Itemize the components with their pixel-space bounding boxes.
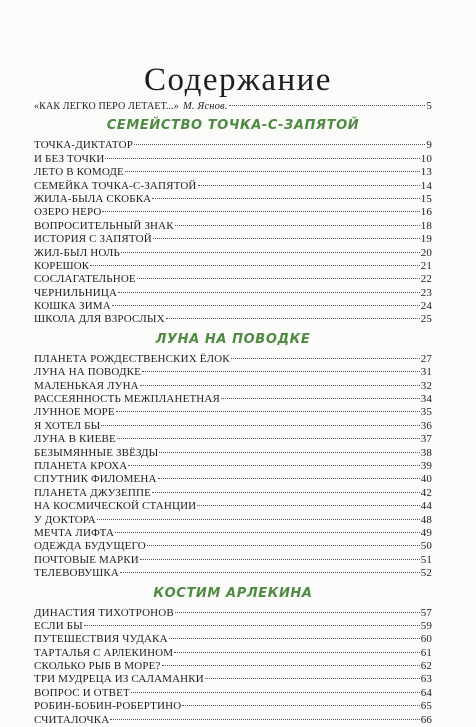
toc-entry[interactable] (34, 554, 432, 567)
page-number: 13 (420, 166, 432, 179)
leader-dots (229, 105, 426, 106)
leader-dots (152, 492, 420, 493)
toc-entry[interactable] (34, 633, 432, 646)
leader-dots (152, 198, 419, 199)
toc-entry[interactable] (34, 500, 432, 513)
toc-entry[interactable] (34, 366, 432, 379)
page-number: 50 (420, 540, 432, 553)
page-number: 61 (420, 646, 432, 659)
page-number: 31 (420, 366, 432, 379)
toc-entry[interactable] (34, 353, 432, 366)
page-number: 21 (420, 259, 432, 272)
page-number: 66 (420, 713, 432, 726)
section-heading: КОСТИМ АРЛЕКИНА (153, 585, 313, 601)
leader-dots (198, 185, 420, 186)
entry-title: ЛЕТО В КОМОДЕ (34, 166, 124, 179)
page-title: Содержание (144, 62, 332, 99)
toc-entry[interactable] (34, 139, 432, 152)
entry-title: СЧИТАЛОЧКА (34, 713, 110, 726)
entry-title: СПУТНИК ФИЛОМЕНА (34, 473, 157, 486)
toc-entry[interactable] (34, 287, 432, 300)
entry-title: НА КОСМИЧЕСКОЙ СТАНЦИИ (34, 500, 197, 513)
leader-dots (205, 678, 420, 679)
page-number: 22 (420, 273, 432, 286)
entry-title: МЕЧТА ЛИФТА (34, 526, 115, 539)
page-number: 19 (420, 233, 432, 246)
page-number: 18 (420, 219, 432, 232)
leader-dots (159, 452, 419, 453)
leader-dots (125, 171, 420, 172)
page-number: 39 (420, 459, 432, 472)
leader-dots (147, 545, 420, 546)
leader-dots (175, 225, 420, 226)
toc-entry[interactable] (34, 527, 432, 540)
toc-entry[interactable] (34, 380, 432, 393)
section-heading: ЛУНА НА ПОВОДКЕ (155, 331, 311, 347)
toc-entry[interactable] (34, 673, 432, 686)
toc-entry[interactable] (34, 473, 432, 486)
leader-dots (97, 519, 420, 520)
page-number: 35 (420, 406, 432, 419)
page-number: 48 (420, 513, 432, 526)
leader-dots (134, 144, 425, 145)
leader-dots (158, 478, 420, 479)
leader-dots (117, 438, 420, 439)
page-number: 36 (420, 419, 432, 432)
page-number: 38 (420, 446, 432, 459)
page-number: 14 (420, 179, 432, 192)
intro-author: М. Яснов. (182, 101, 228, 112)
page-number: 34 (420, 393, 432, 406)
entry-title: ПУТЕШЕСТВИЯ ЧУДАКА (34, 633, 168, 646)
toc-entry[interactable] (34, 300, 432, 313)
toc-entry[interactable] (34, 193, 432, 206)
leader-dots (120, 572, 420, 573)
entry-title: ЖИЛ-БЫЛ НОЛЬ (34, 246, 120, 259)
entry-title: Я ХОТЕЛ БЫ (34, 419, 101, 432)
entry-title: РОБИН-БОБИН-РОБЕРТИНО (34, 700, 182, 713)
toc-entry[interactable] (34, 180, 432, 193)
leader-dots (110, 719, 419, 720)
toc-entry[interactable] (34, 687, 432, 700)
leader-dots (112, 305, 420, 306)
page-number: 32 (420, 379, 432, 392)
toc-entry[interactable] (34, 260, 432, 273)
page-number: 52 (420, 567, 432, 580)
page-number: 37 (420, 433, 432, 446)
page-number: 49 (420, 526, 432, 539)
page-number: 23 (420, 286, 432, 299)
leader-dots (140, 385, 420, 386)
leader-dots (231, 358, 420, 359)
toc-entry[interactable] (34, 247, 432, 260)
leader-dots (128, 465, 419, 466)
toc-entry[interactable] (34, 607, 432, 620)
entry-title: И БЕЗ ТОЧКИ (34, 152, 105, 165)
page-number: 59 (420, 619, 432, 632)
entry-title: СОСЛАГАТЕЛЬНОЕ (34, 273, 136, 286)
entry-title: ЛУННОЕ МОРЕ (34, 406, 115, 419)
leader-dots (182, 705, 419, 706)
leader-dots (174, 652, 419, 653)
toc-entry[interactable] (34, 406, 432, 419)
toc-entry[interactable] (34, 487, 432, 500)
entry-title: ТРИ МУДРЕЦА ИЗ САЛАМАНКИ (34, 673, 204, 686)
entry-title: КОРЕШОК (34, 259, 90, 272)
table-of-contents (34, 100, 432, 727)
entry-title: ОДЕЖДА БУДУЩЕГО (34, 540, 146, 553)
page-number: 44 (420, 500, 432, 513)
leader-dots (142, 371, 420, 372)
sections-container (34, 116, 432, 727)
entry-title: ТЕЛЕВОВУШКА (34, 567, 120, 580)
toc-entry[interactable] (34, 700, 432, 713)
page-number: 51 (420, 553, 432, 566)
entry-title: ШКОЛА ДЛЯ ВЗРОСЛЫХ (34, 313, 165, 326)
page-number: 63 (420, 673, 432, 686)
leader-dots (137, 278, 420, 279)
leader-dots (221, 398, 420, 399)
page-number: 57 (420, 606, 432, 619)
toc-entry[interactable] (34, 567, 432, 580)
entry-title: ЛУНА НА ПОВОДКЕ (34, 366, 141, 379)
toc-entry[interactable] (34, 647, 432, 660)
entry-title: У ДОКТОРА (34, 513, 96, 526)
toc-entry[interactable] (34, 273, 432, 286)
entry-title: СКОЛЬКО РЫБ В МОРЕ? (34, 660, 161, 673)
leader-dots (84, 625, 420, 626)
entry-title: ПЛАНЕТА КРОХА (34, 459, 128, 472)
entry-title: ЧЕРНИЛЬНИЦА (34, 286, 118, 299)
page-number: 25 (420, 313, 432, 326)
toc-entry[interactable] (34, 620, 432, 633)
page-number: 16 (420, 206, 432, 219)
leader-dots (175, 612, 420, 613)
intro-title: «КАК ЛЕГКО ПЕРО ЛЕТАЕТ...» (34, 101, 179, 112)
page-number: 65 (420, 700, 432, 713)
leader-dots (118, 292, 420, 293)
entry-title: ВОПРОСИТЕЛЬНЫЙ ЗНАК (34, 219, 174, 232)
toc-entry[interactable] (34, 433, 432, 446)
entry-title: ЕСЛИ БЫ (34, 619, 83, 632)
page-number: 64 (420, 686, 432, 699)
leader-dots (197, 505, 419, 506)
entry-title: ТАРТАЛЬЯ С АРЛЕКИНОМ (34, 646, 174, 659)
toc-entry[interactable] (34, 233, 432, 246)
entry-title: ДИНАСТИЯ ТИХОТРОНОВ (34, 606, 174, 619)
page-number: 20 (420, 246, 432, 259)
leader-dots (153, 238, 420, 239)
leader-dots (116, 411, 420, 412)
leader-dots (115, 532, 420, 533)
leader-dots (105, 158, 419, 159)
toc-entry[interactable] (34, 420, 432, 433)
toc-entry[interactable] (34, 714, 432, 727)
entry-title: ПЛАНЕТА РОЖДЕСТВЕНСКИХ ЁЛОК (34, 352, 230, 365)
toc-entry[interactable] (34, 166, 432, 179)
entry-title: ЖИЛА-БЫЛА СКОБКА (34, 192, 152, 205)
entry-title: ВОПРОС И ОТВЕТ (34, 686, 130, 699)
entry-title: КОШКА ЗИМА (34, 300, 111, 313)
page-number: 5 (426, 100, 432, 112)
toc-entry[interactable] (34, 660, 432, 673)
leader-dots (131, 692, 420, 693)
leader-dots (101, 425, 419, 426)
toc-entry[interactable] (34, 514, 432, 527)
page-number: 27 (420, 352, 432, 365)
page-number: 15 (420, 192, 432, 205)
entry-title: РАССЕЯННОСТЬ МЕЖПЛАНЕТНАЯ (34, 393, 220, 406)
toc-entry-intro[interactable] (34, 100, 432, 113)
toc-entry[interactable] (34, 153, 432, 166)
page-number: 62 (420, 660, 432, 673)
entry-title: ИСТОРИЯ С ЗАПЯТОЙ (34, 233, 152, 246)
leader-dots (102, 211, 419, 212)
toc-entry[interactable] (34, 220, 432, 233)
leader-dots (121, 252, 420, 253)
entry-title: ПОЧТОВЫЕ МАРКИ (34, 553, 139, 566)
page-number: 10 (420, 152, 432, 165)
entry-title: СЕМЕЙКА ТОЧКА-С-ЗАПЯТОЙ (34, 179, 197, 192)
page-number: 42 (420, 486, 432, 499)
page-number: 40 (420, 473, 432, 486)
entry-title: ОЗЕРО НЕРО (34, 206, 102, 219)
leader-dots (166, 318, 420, 319)
entry-title: ЛУНА В КИЕВЕ (34, 433, 116, 446)
entry-title: ПЛАНЕТА ДЖУЗЕППЕ (34, 486, 151, 499)
leader-dots (169, 638, 420, 639)
toc-entry[interactable] (34, 540, 432, 553)
toc-entry[interactable] (34, 393, 432, 406)
entry-title: БЕЗЫМЯННЫЕ ЗВЁЗДЫ (34, 446, 159, 459)
leader-dots (140, 559, 420, 560)
toc-entry[interactable] (34, 447, 432, 460)
toc-entry[interactable] (34, 206, 432, 219)
leader-dots (162, 665, 420, 666)
entry-title: ТОЧКА-ДИКТАТОР (34, 139, 134, 152)
page-number: 24 (420, 300, 432, 313)
page-number: 60 (420, 633, 432, 646)
entry-title: МАЛЕНЬКАЯ ЛУНА (34, 379, 139, 392)
section-heading: СЕМЕЙСТВО ТОЧКА-С-ЗАПЯТОЙ (106, 118, 360, 134)
toc-entry[interactable] (34, 460, 432, 473)
leader-dots (90, 265, 419, 266)
page-number: 9 (426, 139, 432, 152)
toc-entry[interactable] (34, 313, 432, 326)
